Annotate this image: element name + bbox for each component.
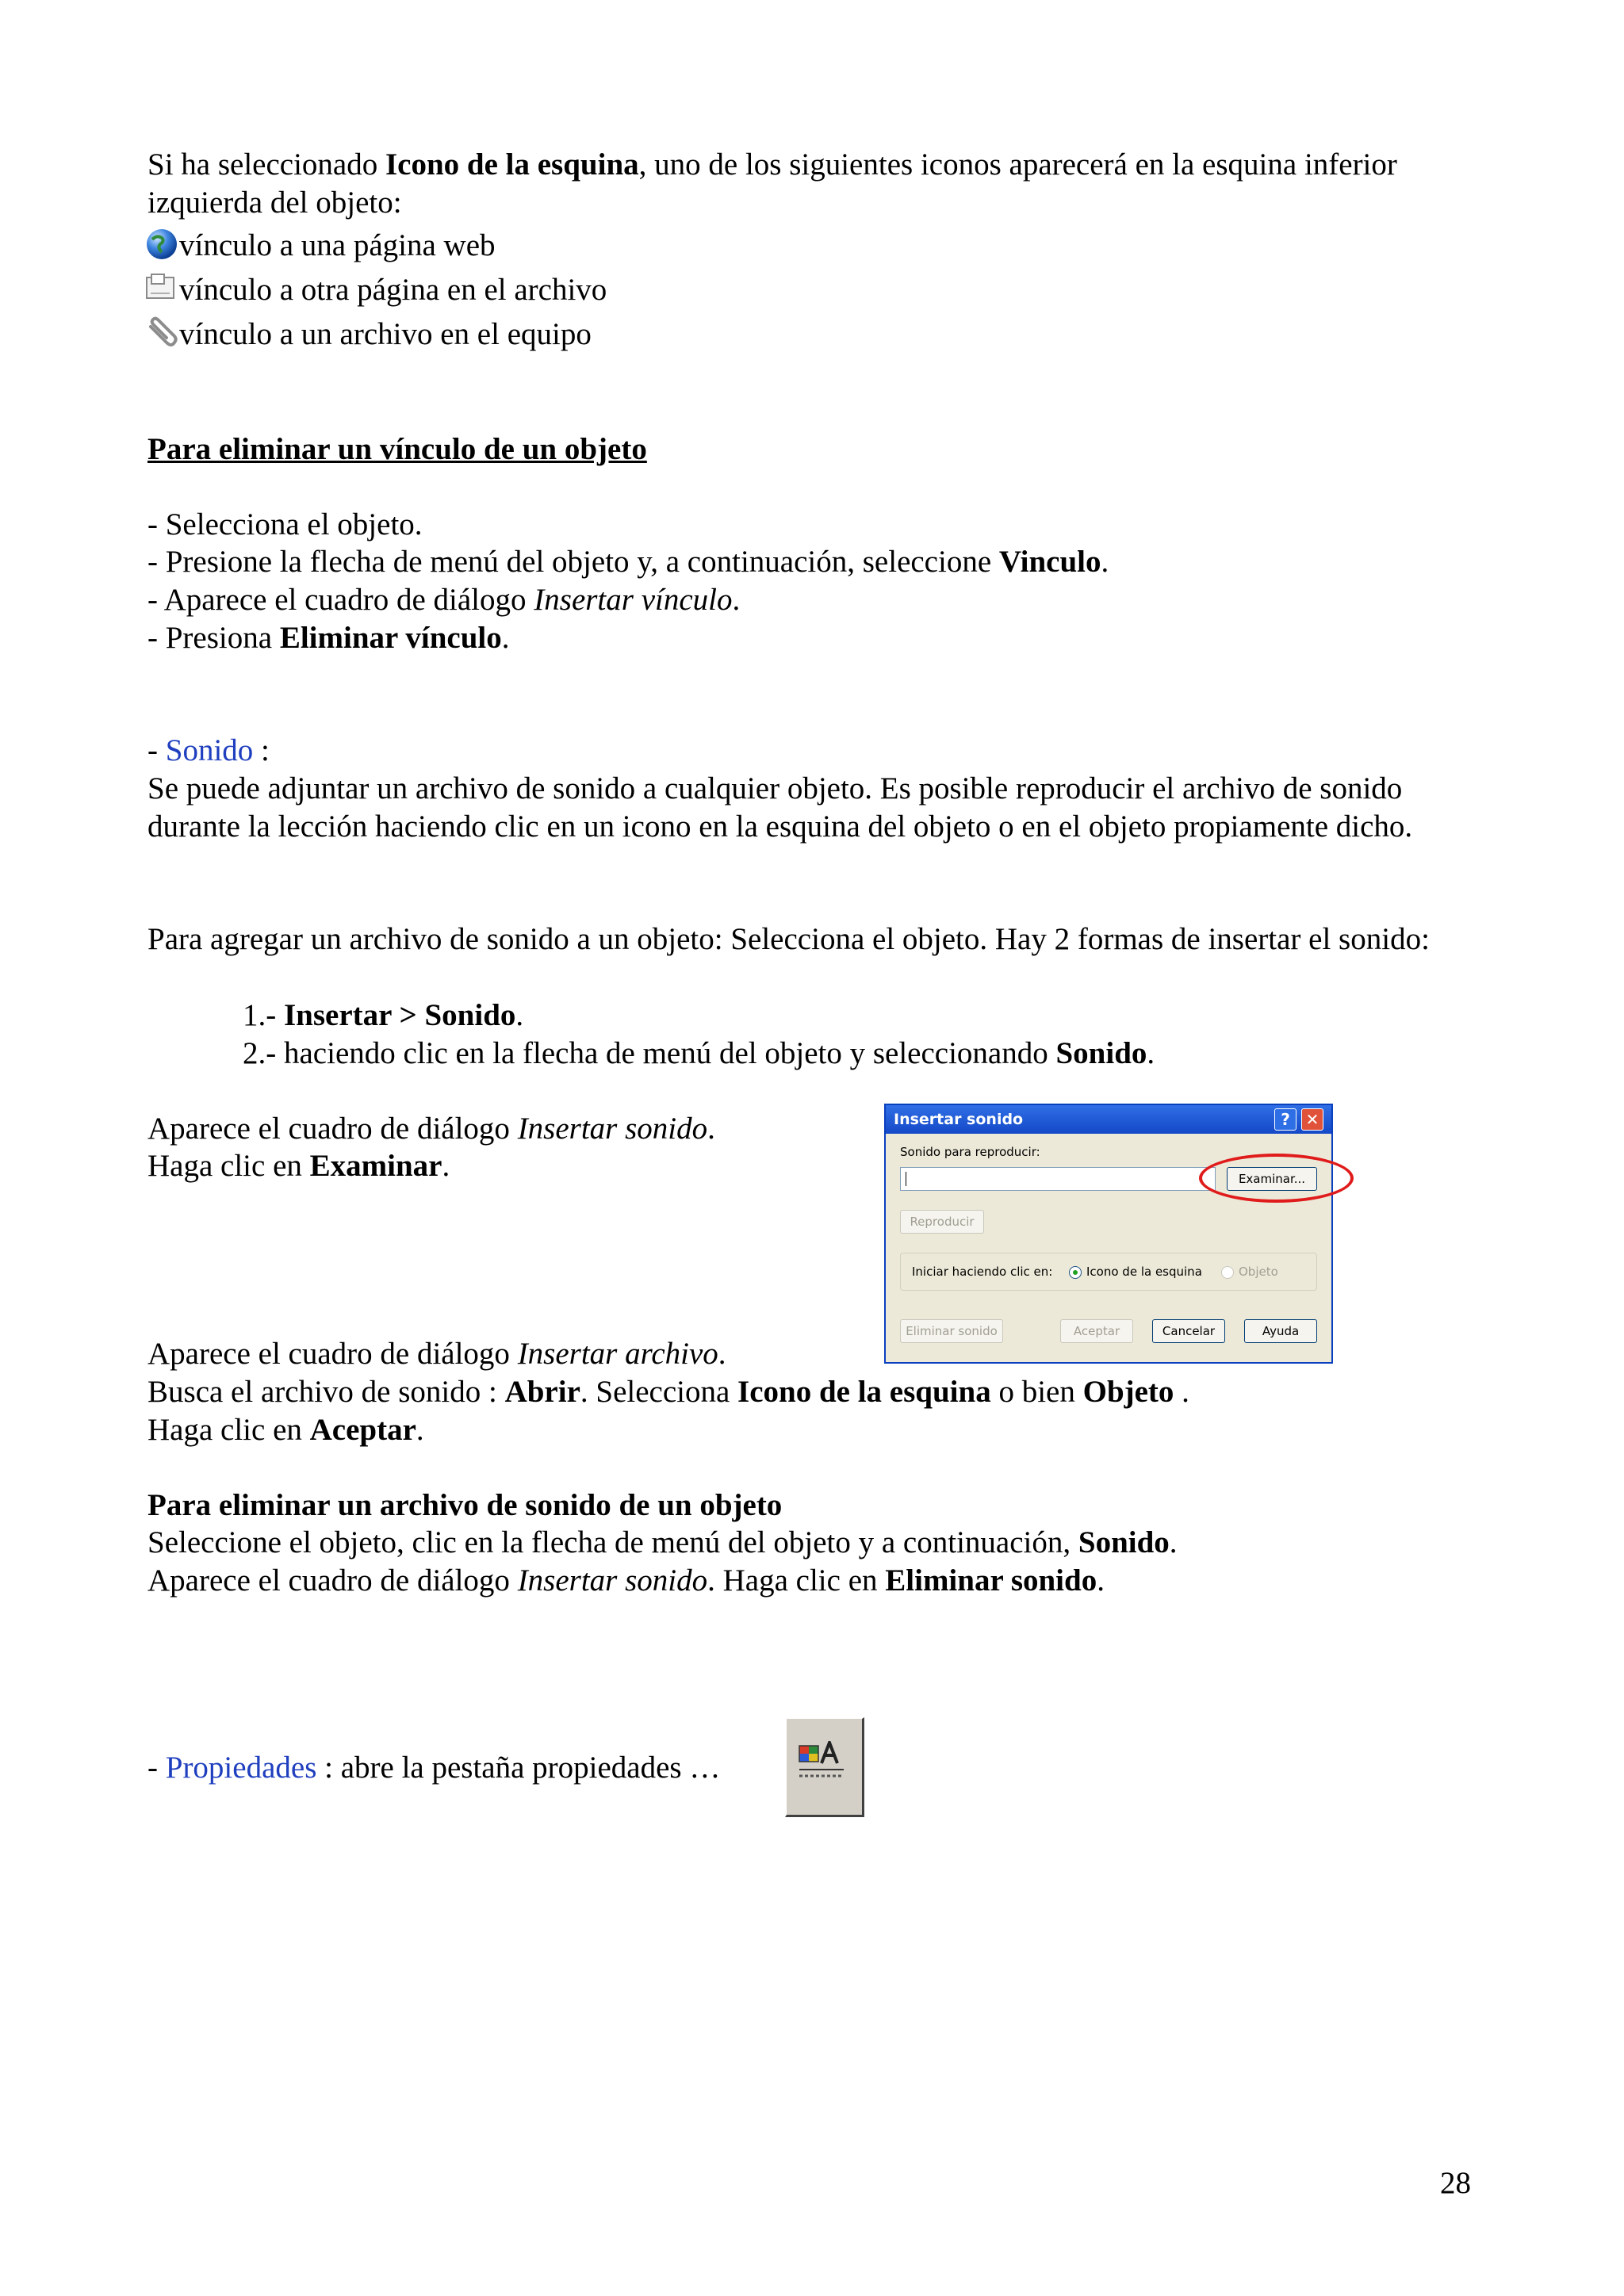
page-icon <box>144 271 179 306</box>
instruction-line: Haga clic en Examinar. <box>147 1149 450 1183</box>
insert-sound-dialog <box>884 1104 1333 1364</box>
option-line: 1.- Insertar > Sonido. <box>243 998 524 1032</box>
page-number: 28 <box>1440 2166 1471 2200</box>
dialog-title: Insertar sonido <box>894 1111 1024 1128</box>
help-button[interactable]: Ayuda <box>1244 1319 1317 1343</box>
sound-field-label: Sonido para reproducir: <box>900 1145 1040 1159</box>
option-line: 2.- haciendo clic en la flecha de menú del objeto y seleccionando Sonido. <box>243 1036 1155 1070</box>
list-item: vínculo a otra página en el archivo <box>147 271 607 309</box>
instruction-line: Aparece el cuadro de diálogo Insertar sonido. <box>147 1112 715 1146</box>
instruction-line: Aparece el cuadro de diálogo Insertar sonido. Haga clic en Eliminar sonido. <box>147 1563 1105 1598</box>
start-options-group <box>900 1253 1317 1291</box>
section-heading: Para eliminar un vínculo de un objeto <box>147 432 647 466</box>
help-icon[interactable]: ? <box>1274 1108 1297 1131</box>
start-label: Iniciar haciendo clic en: <box>912 1265 1053 1279</box>
object-label: Objeto <box>1239 1265 1278 1279</box>
intro-paragraph: Si ha seleccionado Icono de la esquina, uno de los siguientes iconos aparecerá en la esquina inferior izquierda del objeto: <box>147 147 1397 220</box>
play-button[interactable]: Reproducir <box>900 1210 984 1234</box>
instruction-line: Haga clic en Aceptar. <box>147 1413 424 1447</box>
properties-line: - Propiedades : abre la pestaña propiedades … <box>147 1751 721 1785</box>
step-line: - Selecciona el objeto. <box>147 507 423 541</box>
dialog-title-bar <box>886 1105 1331 1134</box>
close-icon[interactable]: ✕ <box>1301 1108 1323 1131</box>
corner-icon-radio[interactable] <box>1069 1266 1082 1279</box>
sound-add-paragraph: Para agregar un archivo de sonido a un objeto: Selecciona el objeto. Hay 2 formas de insertar el sonido: <box>147 922 1430 956</box>
object-radio[interactable] <box>1221 1266 1234 1279</box>
instruction-line: Seleccione el objeto, clic en la flecha de menú del objeto y a continuación, Sonido. <box>147 1525 1178 1559</box>
sound-title: - Sonido : <box>147 733 270 767</box>
step-line: - Aparece el cuadro de diálogo Insertar vínculo. <box>147 583 741 617</box>
globe-icon <box>144 227 179 262</box>
cancel-button[interactable]: Cancelar <box>1152 1319 1225 1343</box>
highlight-circle <box>1199 1154 1354 1203</box>
step-line: - Presione la flecha de menú del objeto y, a continuación, seleccione Vinculo. <box>147 545 1109 579</box>
corner-icon-label: Icono de la esquina <box>1086 1265 1202 1279</box>
list-item: vínculo a un archivo en el equipo <box>147 316 592 354</box>
instruction-line: Busca el archivo de sonido : Abrir. Selecciona Icono de la esquina o bien Objeto . <box>147 1375 1189 1409</box>
section-heading: Para eliminar un archivo de sonido de un objeto <box>147 1488 783 1522</box>
list-item: vínculo a una página web <box>147 227 496 265</box>
instruction-line: Aparece el cuadro de diálogo Insertar archivo. <box>147 1337 726 1371</box>
sound-description: Se puede adjuntar un archivo de sonido a cualquier objeto. Es posible reproducir el archivo de sonido durante la lección haciendo clic en un icono en la esquina del objeto o en el objeto propiamente dicho. <box>147 771 1413 844</box>
step-line: - Presiona Eliminar vínculo. <box>147 621 510 655</box>
properties-icon[interactable] <box>785 1717 864 1817</box>
paperclip-icon <box>144 316 179 350</box>
ok-button[interactable]: Aceptar <box>1060 1319 1133 1343</box>
sound-path-input[interactable] <box>900 1167 1216 1191</box>
remove-sound-button[interactable]: Eliminar sonido <box>900 1319 1003 1343</box>
browse-button[interactable]: Examinar... <box>1227 1167 1317 1191</box>
